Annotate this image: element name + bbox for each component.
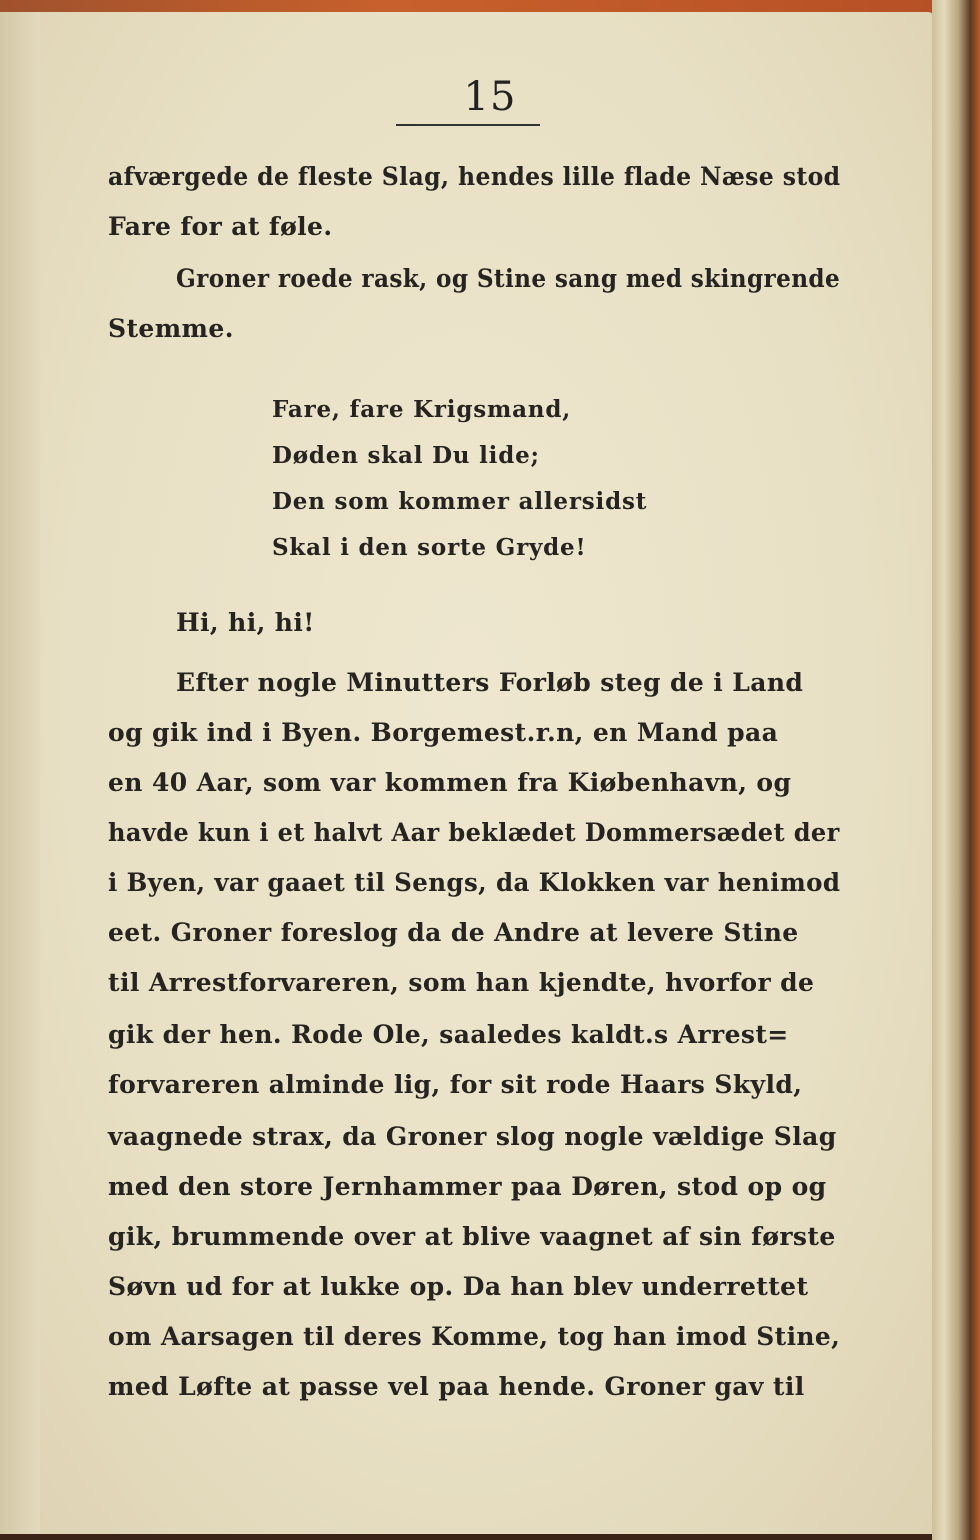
text-line: havde kun i et halvt Aar beklædet Dommersædet der [108, 818, 840, 847]
text-line: til Arrestforvareren, som han kjendte, hvorfor de [108, 968, 815, 997]
text-line: forvareren alminde lig, for sit rode Haars Skyld, [108, 1070, 803, 1099]
text-line: gik, brummende over at blive vaagnet af sin første [108, 1222, 836, 1251]
header-rule [396, 124, 540, 126]
text-line: gik der hen. Rode Ole, saaledes kaldt.s Arrest= [108, 1020, 789, 1049]
verse-line: Døden skal Du lide; [272, 442, 540, 469]
text-line: i Byen, var gaaet til Sengs, da Klokken var henimod [108, 868, 841, 897]
text-line: med den store Jernhammer paa Døren, stod op og [108, 1172, 827, 1201]
text-line: med Løfte at passe vel paa hende. Groner gav til [108, 1372, 805, 1401]
page-number: 15 [463, 74, 517, 120]
page-gutter [0, 12, 40, 1534]
text-line: Søvn ud for at lukke op. Da han blev underrettet [108, 1272, 809, 1301]
text-line: afværgede de fleste Slag, hendes lille flade Næse stod [108, 162, 841, 191]
book-fore-edge [932, 0, 980, 1540]
verse-line: Skal i den sorte Gryde! [272, 534, 587, 561]
verse-line: Fare, fare Krigsmand, [272, 396, 572, 423]
text-line: vaagnede strax, da Groner slog nogle vældige Slag [108, 1122, 837, 1151]
text-line: en 40 Aar, som var kommen fra Kiøbenhavn, og [108, 768, 792, 797]
text-line: Efter nogle Minutters Forløb steg de i Land [176, 668, 804, 697]
verse-line: Den som kommer allersidst [272, 488, 648, 515]
text-line: Hi, hi, hi! [176, 608, 315, 637]
text-line: Fare for at føle. [108, 212, 333, 241]
text-line: Groner roede rask, og Stine sang med skingrende [176, 264, 841, 293]
text-line: Stemme. [108, 314, 234, 343]
text-line: om Aarsagen til deres Komme, tog han imod Stine, [108, 1322, 841, 1351]
text-line: eet. Groner foreslog da de Andre at levere Stine [108, 918, 799, 947]
text-line: og gik ind i Byen. Borgemest.r.n, en Mand paa [108, 718, 779, 747]
